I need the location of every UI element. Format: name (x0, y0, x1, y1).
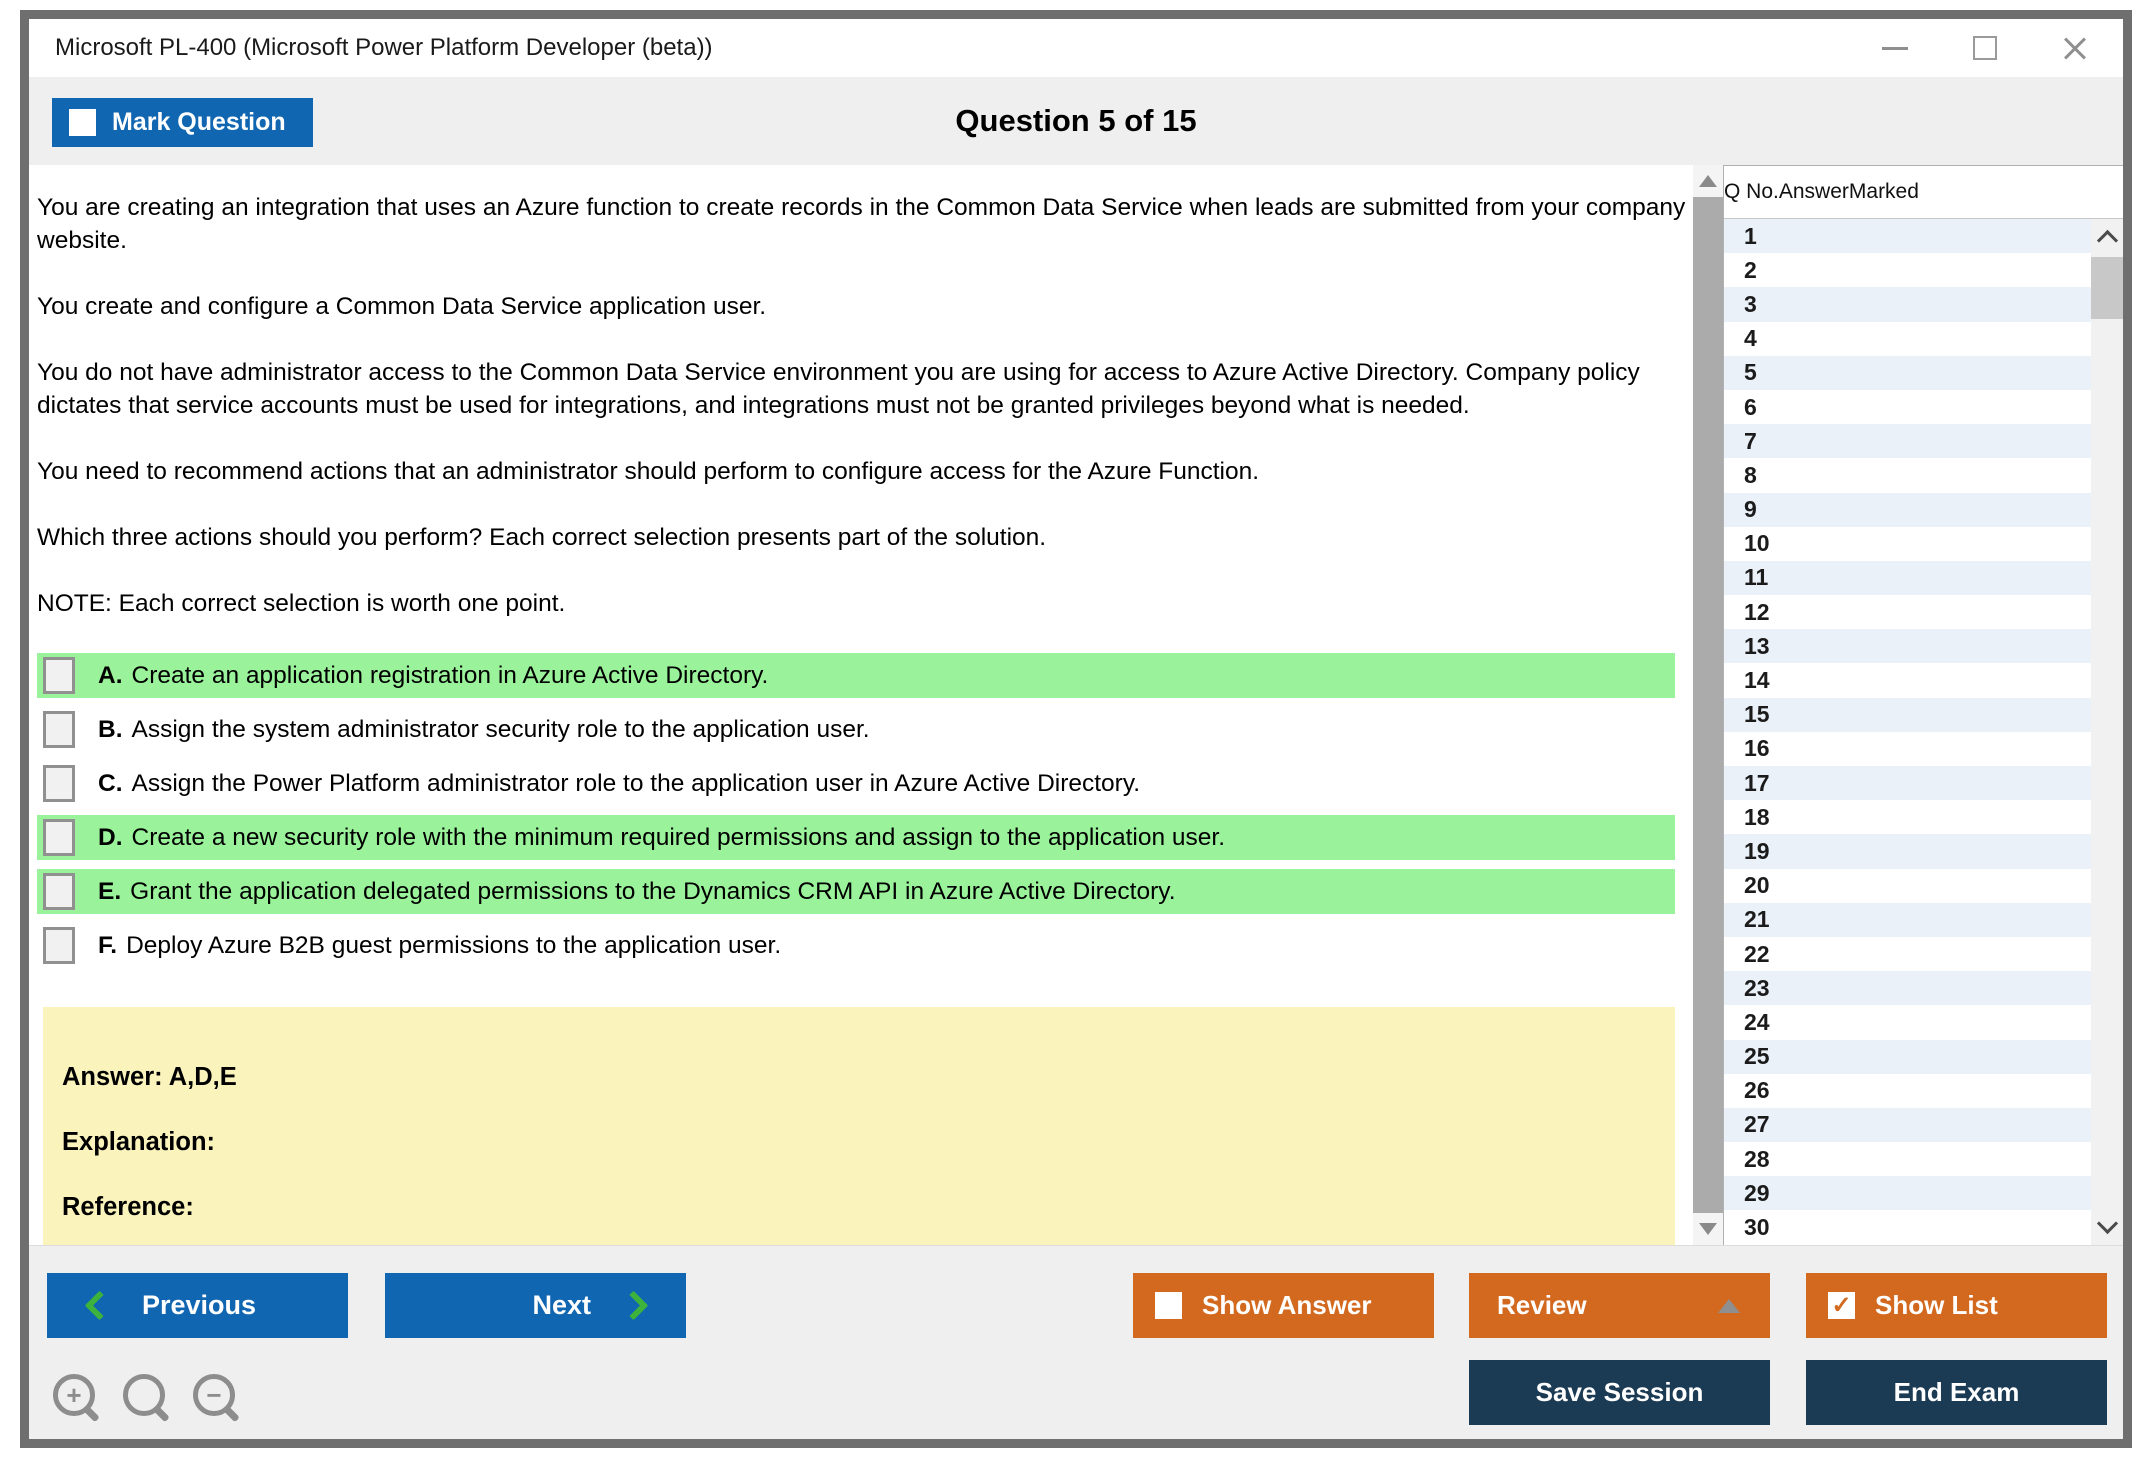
answer-options (37, 653, 1687, 968)
option-text: Assign the system administrator security role to the application user. (131, 715, 870, 743)
question-number: 2 (1744, 256, 1757, 283)
question-number: 24 (1744, 1008, 1770, 1035)
question-list-row[interactable] (1724, 937, 2091, 971)
list-scroll-up-icon[interactable] (2097, 230, 2118, 251)
question-paragraph: You need to recommend actions that an administrator should perform to configure access for the Azure Function. (37, 458, 1260, 485)
question-list-row[interactable] (1724, 629, 2091, 663)
answer-option-row[interactable] (37, 653, 1675, 698)
question-list-row[interactable] (1724, 390, 2091, 424)
previous-button[interactable]: Previous (47, 1273, 348, 1338)
question-number: 25 (1744, 1043, 1770, 1070)
question-paragraph: You do not have administrator access to the Common Data Service environment you are using for access to Azure Active Directory. Company policy dictates that service accounts must be used for integrations, and integrations must not be granted privileges beyond what is needed. (37, 359, 1640, 419)
question-number: 21 (1744, 906, 1770, 933)
question-number: 7 (1744, 427, 1757, 454)
question-list-row[interactable] (1724, 287, 2091, 321)
question-list-row[interactable] (1724, 595, 2091, 629)
content-scrollbar[interactable] (1693, 165, 1723, 1245)
question-list-column-header: Marked (1848, 180, 1919, 203)
question-number: 13 (1744, 632, 1770, 659)
review-button[interactable]: Review (1469, 1273, 1770, 1338)
triangle-up-icon (1718, 1299, 1740, 1313)
close-icon[interactable] (2061, 34, 2089, 62)
question-list-row[interactable] (1724, 1040, 2091, 1074)
question-list-row[interactable] (1724, 219, 2091, 253)
answer-option-row[interactable] (37, 707, 1675, 752)
question-list-row[interactable] (1724, 971, 2091, 1005)
question-number: 1 (1744, 222, 1757, 249)
answer-option-row[interactable] (37, 815, 1675, 860)
option-checkbox[interactable] (43, 657, 75, 694)
window-controls (1881, 19, 2089, 77)
show-list-checkbox[interactable] (1828, 1292, 1855, 1319)
option-checkbox[interactable] (43, 927, 75, 964)
show-answer-checkbox[interactable] (1155, 1292, 1182, 1319)
question-list-row[interactable] (1724, 1176, 2091, 1210)
next-button[interactable]: Next (385, 1273, 686, 1338)
zoom-reset-icon[interactable] (123, 1374, 173, 1424)
question-list-row[interactable] (1724, 834, 2091, 868)
question-list-row[interactable] (1724, 1142, 2091, 1176)
question-number: 28 (1744, 1145, 1770, 1172)
question-list-row[interactable] (1724, 1074, 2091, 1108)
titlebar (29, 19, 2123, 77)
option-text: Grant the application delegated permissions to the Dynamics CRM API in Azure Active Directory. (130, 877, 1176, 905)
question-paragraphs (37, 191, 1687, 620)
question-number: 8 (1744, 461, 1757, 488)
question-number: 29 (1744, 1179, 1770, 1206)
question-number: 17 (1744, 769, 1770, 796)
question-list-column-header: Q No. (1724, 180, 1779, 203)
question-paragraph: Which three actions should you perform? Each correct selection presents part of the solution. (37, 524, 1047, 551)
question-list-row[interactable] (1724, 869, 2091, 903)
option-text: Assign the Power Platform administrator role to the application user in Azure Active Directory. (131, 769, 1141, 797)
question-number: 10 (1744, 530, 1770, 557)
question-list-row[interactable] (1724, 253, 2091, 287)
scroll-down-icon[interactable] (1699, 1223, 1717, 1235)
question-list-panel (1723, 165, 2123, 1245)
question-list-row[interactable] (1724, 698, 2091, 732)
option-text: Create a new security role with the minimum required permissions and assign to the application user. (131, 823, 1226, 851)
header-band (29, 77, 2123, 165)
option-letter: C. (98, 769, 123, 797)
answer-value: Answer: A,D,E (62, 1063, 237, 1091)
question-list-row[interactable] (1724, 1210, 2091, 1244)
question-paragraph: NOTE: Each correct selection is worth one point. (37, 590, 566, 617)
question-counter: Question 5 of 15 (955, 103, 1197, 138)
content-scrollbar-thumb[interactable] (1693, 197, 1723, 1213)
question-list-row[interactable] (1724, 732, 2091, 766)
option-letter: B. (98, 715, 123, 743)
option-text: Create an application registration in Azure Active Directory. (131, 661, 769, 689)
option-text: Deploy Azure B2B guest permissions to the application user. (126, 931, 782, 959)
question-list-row[interactable] (1724, 800, 2091, 834)
question-list-row[interactable] (1724, 903, 2091, 937)
checkmark-icon: ✓ (1831, 1291, 1852, 1319)
question-list-row[interactable] (1724, 356, 2091, 390)
question-list-header (1724, 166, 2123, 219)
explanation-heading: Explanation: (62, 1128, 216, 1156)
question-list-row[interactable] (1724, 1108, 2091, 1142)
question-number: 27 (1744, 1111, 1770, 1138)
end-exam-button[interactable]: End Exam (1806, 1360, 2107, 1425)
question-number: 26 (1744, 1077, 1770, 1104)
question-number: 18 (1744, 803, 1770, 830)
question-list-row[interactable] (1724, 1005, 2091, 1039)
chevron-right-icon (619, 1291, 649, 1321)
list-scroll-down-icon[interactable] (2097, 1213, 2118, 1234)
question-list-row[interactable] (1724, 322, 2091, 356)
app-window (20, 10, 2132, 1448)
option-checkbox[interactable] (43, 819, 75, 856)
mark-question-checkbox[interactable] (69, 109, 96, 136)
question-number: 23 (1744, 974, 1770, 1001)
zoom-out-icon[interactable]: − (193, 1374, 243, 1424)
question-list-row[interactable] (1724, 663, 2091, 697)
question-number: 4 (1744, 325, 1757, 352)
question-list (1724, 219, 2091, 1245)
question-number: 30 (1744, 1214, 1770, 1241)
question-number: 16 (1744, 735, 1770, 762)
question-list-row[interactable] (1724, 766, 2091, 800)
zoom-in-icon[interactable]: + (53, 1374, 103, 1424)
chevron-left-icon (85, 1291, 115, 1321)
show-list-button[interactable]: ✓ Show List (1806, 1273, 2107, 1338)
show-answer-button[interactable]: Show Answer (1133, 1273, 1434, 1338)
question-number: 5 (1744, 359, 1757, 386)
answer-panel (43, 1007, 1675, 1245)
answer-option-row[interactable] (37, 761, 1675, 806)
question-content (29, 165, 1693, 1245)
question-number: 11 (1744, 564, 1769, 591)
bottom-toolbar (29, 1245, 2123, 1439)
reference-heading: Reference: (62, 1193, 194, 1221)
answer-option-row[interactable] (37, 869, 1675, 914)
window-title: Microsoft PL-400 (Microsoft Power Platform Developer (beta)) (55, 34, 713, 61)
scroll-up-icon[interactable] (1699, 175, 1717, 187)
question-list-row[interactable] (1724, 493, 2091, 527)
mark-question-label: Mark Question (112, 108, 286, 136)
question-list-row[interactable] (1724, 424, 2091, 458)
option-checkbox[interactable] (43, 765, 75, 802)
option-letter: A. (98, 661, 123, 689)
option-letter: F. (98, 931, 118, 959)
question-number: 20 (1744, 872, 1770, 899)
question-number: 19 (1744, 837, 1770, 864)
question-list-scrollbar[interactable] (2091, 219, 2123, 1245)
question-number: 14 (1744, 667, 1770, 694)
maximize-icon[interactable] (1971, 34, 1999, 62)
main-area (29, 165, 2123, 1245)
question-number: 3 (1744, 290, 1757, 317)
question-paragraph: You create and configure a Common Data Service application user. (37, 293, 767, 320)
option-letter: D. (98, 823, 123, 851)
zoom-controls (53, 1374, 243, 1424)
option-letter: E. (98, 877, 122, 905)
question-number: 6 (1744, 393, 1757, 420)
question-paragraph: You are creating an integration that uses an Azure function to create records in the Common Data Service when leads are submitted from your company website. (37, 194, 1686, 254)
question-list-column-header: Answer (1778, 180, 1849, 203)
question-number: 9 (1744, 496, 1757, 523)
question-list-row[interactable] (1724, 527, 2091, 561)
question-list-row[interactable] (1724, 458, 2091, 492)
question-list-row[interactable] (1724, 561, 2091, 595)
minimize-icon[interactable] (1881, 34, 1909, 62)
question-list-scrollbar-thumb[interactable] (2091, 257, 2123, 319)
question-list-body (1724, 219, 2123, 1245)
option-checkbox[interactable] (43, 873, 75, 910)
option-checkbox[interactable] (43, 711, 75, 748)
question-number: 15 (1744, 701, 1770, 728)
mark-question-button[interactable] (52, 98, 313, 147)
answer-option-row[interactable] (37, 923, 1675, 968)
question-number: 12 (1744, 598, 1770, 625)
save-session-button[interactable]: Save Session (1469, 1360, 1770, 1425)
question-number: 22 (1744, 940, 1770, 967)
